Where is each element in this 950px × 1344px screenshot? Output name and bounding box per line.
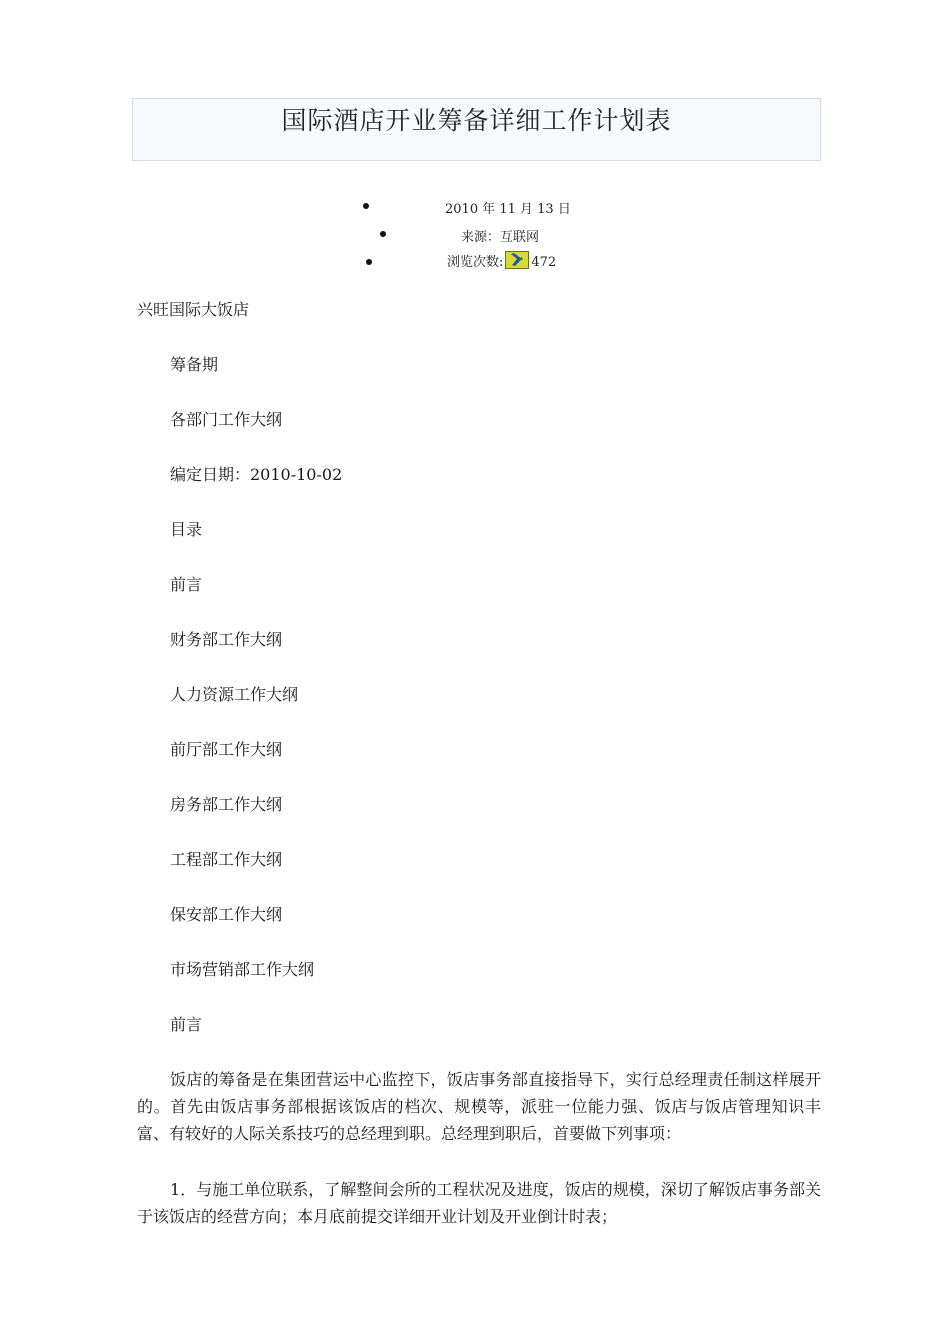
body-paragraph: 饭店的筹备是在集团营运中心监控下，饭店事务部直接指导下，实行总经理责任制这样展开的。首先由饭店事务部根据该饭店的档次、规模等，派驻一位能力强、饭店与饭店管理知识丰富、有较好的人际关系技巧的总经理到职。总经理到职后，首要做下列事项：: [137, 1070, 821, 1143]
page-title: 国际酒店开业筹备详细工作计划表: [281, 106, 672, 135]
doc-line: 财务部工作大纲: [170, 630, 283, 649]
doc-line: 目录: [170, 520, 203, 539]
view-count: [447, 251, 556, 270]
doc-line: 前言: [170, 575, 203, 594]
doc-line: 房务部工作大纲: [170, 795, 283, 814]
bullet-icon: [366, 259, 372, 265]
view-count-value: 472: [531, 255, 557, 270]
title-banner: [132, 98, 821, 161]
publish-date: 2010 年 11 月 13 日: [445, 202, 571, 217]
pencil-icon: [505, 251, 529, 269]
doc-line: 市场营销部工作大纲: [170, 960, 315, 979]
doc-line: 保安部工作大纲: [170, 905, 283, 924]
doc-line: 人力资源工作大纲: [170, 685, 299, 704]
source-info: 来源：互联网: [461, 230, 540, 245]
doc-line: 各部门工作大纲: [170, 410, 283, 429]
view-count-label: 浏览次数:: [447, 255, 504, 270]
doc-line: 编定日期：2010-10-02: [170, 465, 343, 484]
bullet-icon: [363, 203, 369, 209]
doc-line: 前言: [170, 1015, 203, 1034]
bullet-icon: [380, 231, 386, 237]
doc-line: 工程部工作大纲: [170, 850, 283, 869]
doc-line: 前厅部工作大纲: [170, 740, 283, 759]
hotel-name: 兴旺国际大饭店: [137, 300, 250, 319]
body-paragraph: 1．与施工单位联系，了解整间会所的工程状况及进度，饭店的规模，深切了解饭店事务部关于该饭店的经营方向；本月底前提交详细开业计划及开业倒计时表；: [137, 1180, 821, 1226]
doc-line: 筹备期: [170, 355, 219, 374]
